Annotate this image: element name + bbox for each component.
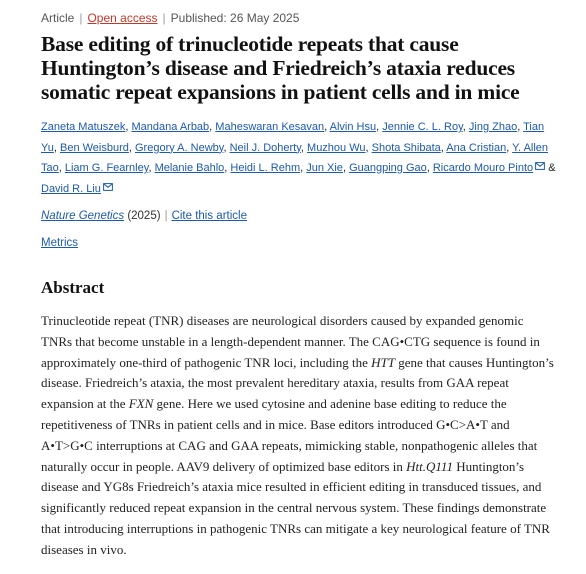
abstract-segment: gene that causes Huntington’s disease. Friedreich’s ataxia, the most prevalent hereditary ataxia, results from GAA repeat expansion at the (41, 354, 554, 412)
email-icon[interactable] (535, 162, 545, 170)
author-link[interactable]: Zaneta Matuszek (41, 121, 126, 133)
author-link[interactable]: Ana Cristian (446, 141, 507, 154)
author-link[interactable]: Guangping Gao (349, 162, 427, 174)
author-link[interactable]: Mandana Arbab (131, 121, 210, 133)
divider: | (164, 210, 168, 222)
mouse-model-name: Htt.Q111 (406, 458, 453, 474)
abstract-segment: Huntington’s disease and YG8s Friedreich’s ataxia mice resulted in efficient editing in transduced tissues, and significantly reduced repeat expansion in the central nervous system. These findings demonstrate that introducing interruptions in pathogenic TNRs can mitigate a key neurological feature of TNR diseases in vivo. (41, 458, 550, 557)
author-link[interactable]: Jing Zhao (468, 121, 518, 133)
author-link[interactable]: Tian Yu (41, 121, 545, 154)
author-link[interactable]: Muzhou Wu (307, 141, 366, 154)
gene-name: HTT (371, 354, 395, 370)
author-link[interactable]: Ben Weisburd (59, 141, 129, 154)
divider: | (162, 11, 166, 25)
abstract-text (41, 311, 555, 561)
open-access-link[interactable]: Open access (87, 11, 158, 25)
author-link[interactable]: David R. Liu (41, 182, 101, 195)
author-link[interactable]: Y. Allen Tao (41, 141, 549, 174)
author-list: Zaneta Matuszek, Mandana Arbab, Maheswaran Kesavan, Alvin Hsu, Jennie C. L. Roy, Jing Zhao, Tian Yu, Ben Weisburd, Gregory A. Newby, Neil J. Doherty, Muzhou Wu, Shota Shibata, Ana Cristian, Y. Allen Tao, Liam G. Fearnley, Melanie Bahlo, Heidi L. Rehm, Jun Xie, Guangping Gao, Ricardo Mouro Pinto & David R. Liu (41, 121, 556, 195)
published-date: Published: 26 May 2025 (170, 11, 300, 25)
author-link[interactable]: Gregory A. Newby (135, 141, 224, 154)
article-title: Base editing of trinucleotide repeats that cause Huntington’s disease and Friedreich’s ataxia reduces somatic repeat expansions in patient cells and in mice (41, 32, 520, 104)
author-link[interactable]: Neil J. Doherty (229, 141, 301, 154)
abstract-segment: Trinucleotide repeat (TNR) diseases are neurological disorders caused by expanded genomic TNRs that become unstable in a length-dependent manner. The CAG•CTG sequence is found in approximately one-third of pathogenic TNR loci, including the (41, 313, 540, 370)
authors-ampersand: & (548, 162, 556, 174)
journal-info (41, 210, 247, 222)
email-icon[interactable] (103, 183, 113, 191)
gene-name: FXN (128, 396, 154, 412)
author-link[interactable]: Shota Shibata (371, 141, 441, 154)
author-link[interactable]: Alvin Hsu (329, 121, 377, 133)
author-link[interactable]: Ricardo Mouro Pinto (432, 162, 534, 174)
journal-link[interactable]: Nature Genetics (41, 210, 125, 222)
cite-article-link[interactable]: Cite this article (171, 210, 247, 222)
author-link[interactable]: Liam G. Fearnley (64, 162, 149, 174)
author-link[interactable]: Maheswaran Kesavan (215, 121, 325, 133)
author-link[interactable]: Melanie Bahlo (154, 162, 225, 174)
divider: | (79, 11, 83, 25)
author-link[interactable]: Jun Xie (306, 162, 343, 174)
journal-year: (2025) (127, 210, 161, 222)
article-type: Article (41, 11, 75, 25)
author-link[interactable]: Heidi L. Rehm (230, 162, 301, 174)
abstract-segment: gene. Here we used cytosine and adenine base editing to reduce the repetitiveness of TNRs in patient cells and in mice. Base editors introduced G•C>A•T and A•T>G•C interruptions at CAG and GAA repeats, mimicking stable, nonpathogenic alleles that naturally occur in people. AAV9 delivery of optimized base editors in (41, 396, 538, 474)
metrics-link[interactable]: Metrics (41, 237, 79, 249)
article-meta (41, 11, 299, 25)
author-link[interactable]: Jennie C. L. Roy (382, 121, 463, 133)
abstract-heading: Abstract (41, 278, 105, 297)
